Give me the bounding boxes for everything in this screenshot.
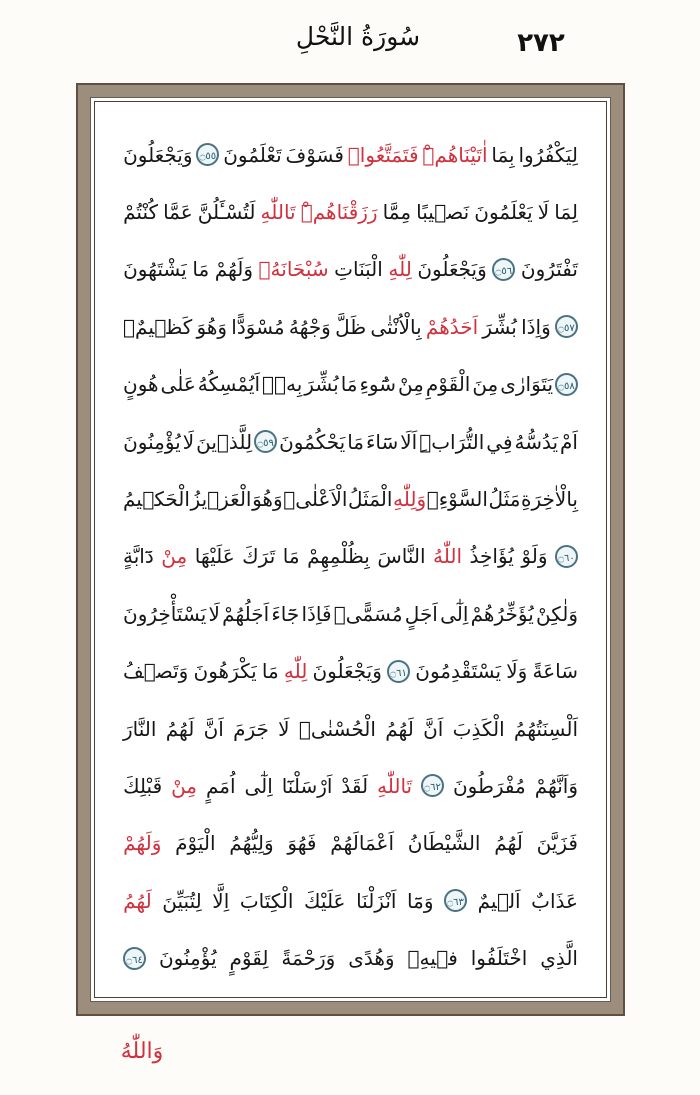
page-number: ٢٧٢ — [517, 28, 565, 58]
verse-word: دَٓابَّةٍ — [123, 544, 154, 569]
verse-word: لَا — [182, 429, 195, 454]
verse-line — [123, 929, 578, 986]
ayah-marker: ۝٥٦ — [492, 258, 515, 281]
verse-word: النَّارَ — [123, 716, 157, 741]
verse-word: اِلَّا — [212, 888, 230, 913]
verse-word: اَيُمْسِكُهُ — [197, 372, 261, 397]
verse-line — [123, 585, 578, 642]
verse-word: الْحُسْنٰىۜ — [298, 716, 376, 741]
verse-word: تَاللّٰهِ — [260, 200, 296, 225]
verse-word: هُونٍ — [123, 372, 159, 397]
verse-word: تَفْتَرُونَ — [520, 257, 578, 282]
verse-word: النَّاسَ — [377, 544, 426, 569]
verse-word: وَيَجْعَلُونَ — [417, 257, 487, 282]
verse-word: اَلَا — [400, 429, 418, 454]
verse-word: الشَّيْطَانُ — [407, 831, 481, 856]
verse-word: لَتُسْـَٔلُنَّ — [197, 200, 256, 225]
ayah-marker: ۝٦٤ — [123, 947, 146, 970]
verse-word: بِه۪ۜ — [262, 372, 303, 397]
verse-word: بِظُلْمِهِمْ — [307, 544, 370, 569]
verse-word: يَسْتَأْخِرُونَ — [123, 601, 207, 626]
verse-word: وَاِذَا — [521, 314, 551, 339]
verse-word: بُشِّرَ — [304, 372, 339, 397]
verse-word: مِنْ — [161, 544, 188, 569]
verse-word: يَتَوَارٰى — [500, 372, 554, 397]
verse-word: مَا — [282, 544, 300, 569]
verse-word: لِيَكْفُرُوا — [518, 142, 578, 167]
verse-word: جَٓاءَ — [271, 601, 300, 626]
verse-line — [123, 757, 578, 814]
verse-word: تَعْلَمُونَ — [223, 142, 282, 167]
verse-word: جَرَمَ — [233, 716, 269, 741]
verse-word: بُشِّرَ — [482, 314, 517, 339]
verse-word: مِمَّا — [382, 200, 412, 225]
verse-word: وَهُدًى — [348, 946, 395, 971]
verse-word: سُبْحَانَهُۙ — [258, 257, 329, 282]
verse-word: لَا — [278, 716, 290, 741]
verse-word: اَمْ — [560, 429, 578, 454]
verse-word: التُّرَابِۜ — [419, 429, 485, 454]
page-header — [0, 0, 700, 80]
verse-word: اٰتَيْنَاهُمْۜ — [422, 142, 488, 167]
verse-word: اُمَمٍ — [205, 773, 236, 798]
verse-word: عَمَّا — [163, 200, 193, 225]
ayah-marker: ۝٦٠ — [555, 545, 578, 568]
verse-word: ظَلَّ — [335, 314, 367, 339]
verse-word: مُسَمًّىۚ — [333, 601, 403, 626]
verse-word: الْمَثَلُ — [348, 487, 393, 512]
verse-word: يُؤَاخِذُ — [469, 544, 514, 569]
verse-word: بِالْاٰخِرَةِ — [521, 487, 578, 512]
verse-word: الْيَوْمَ — [175, 831, 216, 856]
verse-word: اَنْزَلْنَا — [356, 888, 397, 913]
verse-word: مَا — [192, 257, 210, 282]
verse-word: فَسَوْفَ — [285, 142, 344, 167]
verse-word: مَا — [261, 659, 279, 684]
ayah-marker: ۝٥٥ — [196, 143, 219, 166]
verse-word: اخْتَلَفُوا — [470, 946, 528, 971]
verse-word: كَظ۪يمٌۚ — [123, 314, 193, 339]
verse-line — [123, 815, 578, 872]
verse-word: الْحَك۪يمُ — [123, 487, 190, 512]
verse-word: اِلٰٓى — [440, 601, 469, 626]
verse-word: رَزَقْنَاهُمْۜ — [300, 200, 378, 225]
verse-word: وَلَوْ — [521, 544, 548, 569]
verse-word: لَهُمُ — [123, 888, 152, 913]
verse-word: مُفْرَطُونَ — [452, 773, 526, 798]
text-panel — [94, 101, 607, 998]
verse-line — [123, 700, 578, 757]
verse-line — [123, 126, 578, 183]
verse-line — [123, 528, 578, 585]
verse-word: مِنْ — [171, 773, 198, 798]
verse-word: وَلَهُمْ — [123, 831, 162, 856]
verse-word: مَا — [340, 372, 358, 397]
verse-word: اَنَّ — [423, 716, 444, 741]
verse-word: اِلٰٓى — [244, 773, 273, 798]
verse-word: سُٓوءِ — [359, 372, 396, 397]
verse-word: وَلَهُمْ — [214, 257, 253, 282]
verse-word: عَلٰى — [160, 372, 196, 397]
verse-word: وَرَحْمَةً — [281, 946, 336, 971]
verse-word: يُؤْمِنُونَ — [158, 946, 217, 971]
verse-word: فَاِذَا — [301, 601, 332, 626]
verse-line — [123, 470, 578, 527]
verse-word: لِتُبَيِّنَ — [162, 888, 202, 913]
verse-word: يُؤَخِّرُهُمْ — [470, 601, 534, 626]
verse-word: لَهُمُ — [494, 831, 523, 856]
verse-word: الْقَوْمِ — [425, 372, 471, 397]
verse-word: بِالْاُنْثٰى — [370, 314, 422, 339]
verse-word: وَلِلّٰهِ — [393, 487, 427, 512]
verse-word: وَيَجْعَلُونَ — [123, 142, 193, 167]
verse-line — [123, 183, 578, 240]
verse-word: لِمَا — [554, 200, 578, 225]
ayah-marker: ۝٥٧ — [555, 315, 578, 338]
ornamental-page-frame — [76, 83, 625, 1016]
ayah-marker: ۝٥٩ — [254, 430, 277, 453]
verse-line — [123, 413, 578, 470]
verse-word: اَل۪يمٌ — [477, 888, 521, 913]
verse-word: يَكْرَهُونَ — [193, 659, 257, 684]
verse-word: كُنْتُمْ — [123, 200, 158, 225]
verse-word: فَزَيَّنَ — [536, 831, 578, 856]
verse-word: اَحَدُهُمْ — [425, 314, 479, 339]
verse-word: وَلَا — [506, 659, 528, 684]
verse-line — [123, 872, 578, 929]
verse-word: مُسْوَدًّا — [231, 314, 285, 339]
verse-word: وَلٰكِنْ — [535, 601, 578, 626]
verse-word: فَهُوَ — [287, 831, 317, 856]
verse-word: اَرْسَلْنَٓا — [281, 773, 333, 798]
verse-block — [123, 126, 578, 979]
verse-word: اَجَلُهُمْ — [222, 601, 270, 626]
verse-word: لَا — [537, 200, 550, 225]
verse-line — [123, 241, 578, 298]
verse-word: لِلّٰهِ — [388, 257, 412, 282]
verse-word: وَيَجْعَلُونَ — [312, 659, 382, 684]
verse-word: الْاَعْلٰىۜ — [283, 487, 348, 512]
verse-word: وَهُوَ — [252, 487, 283, 512]
verse-word: سَٓاءَ — [366, 429, 399, 454]
verse-word: الْكَذِبَ — [452, 716, 505, 741]
verse-word: ف۪يهِۙ — [407, 946, 458, 971]
verse-line — [123, 356, 578, 413]
verse-word: لِقَوْمٍ — [229, 946, 269, 971]
verse-word: وَمَٓا — [407, 888, 434, 913]
verse-word: فَتَمَتَّعُواۜ — [347, 142, 419, 167]
verse-word: عَذَابٌ — [531, 888, 578, 913]
verse-word: بِمَا — [491, 142, 515, 167]
verse-word: تَاللّٰهِ — [377, 773, 413, 798]
verse-word: لَقَدْ — [341, 773, 369, 798]
verse-word: اَعْمَالَهُمْ — [330, 831, 395, 856]
catchword: وَاللّٰهُ — [120, 1039, 164, 1064]
verse-word: تَرَكَ — [242, 544, 276, 569]
verse-word: اَنَّ — [203, 716, 224, 741]
verse-word: مِنَ — [472, 372, 499, 397]
verse-word: يَعْلَمُونَ — [474, 200, 533, 225]
verse-word: وَتَص۪فُ — [123, 659, 189, 684]
verse-word: مَثَلُ — [488, 487, 521, 512]
ayah-marker: ۝٥٨ — [555, 373, 578, 396]
verse-word: يَسْتَقْدِمُونَ — [415, 659, 502, 684]
verse-word: وَهُوَ — [196, 314, 228, 339]
verse-word: فِي — [486, 429, 513, 454]
verse-word: اَلْسِنَتُهُمُ — [513, 716, 578, 741]
verse-word: يَدُسُّهُ — [514, 429, 559, 454]
verse-word: لِلَّذ۪ينَ — [196, 429, 253, 454]
verse-word: مَا — [347, 429, 365, 454]
verse-word: اللّٰهُ — [433, 544, 463, 569]
verse-word: قَبْلِكَ — [123, 773, 163, 798]
verse-word: لِلّٰهِ — [283, 659, 308, 684]
verse-word: الْكِتَابَ — [239, 888, 294, 913]
surah-title: سُورَةُ النَّحْلِ — [295, 22, 421, 51]
verse-word: عَلَيْهَا — [194, 544, 235, 569]
verse-word: يُؤْمِنُونَ — [123, 429, 181, 454]
verse-word: يَحْكُمُونَ — [279, 429, 346, 454]
verse-word: يَشْتَهُونَ — [123, 257, 187, 282]
verse-word: الَّذِي — [540, 946, 578, 971]
verse-line — [123, 643, 578, 700]
verse-word: لَهُمُ — [385, 716, 414, 741]
verse-line — [123, 298, 578, 355]
verse-word: مِنْ — [397, 372, 424, 397]
verse-word: نَص۪يبًا — [416, 200, 470, 225]
verse-word: الْبَنَاتِ — [334, 257, 383, 282]
ayah-marker: ۝٦١ — [387, 660, 410, 683]
verse-word: لَا — [208, 601, 220, 626]
verse-word: وَلِيُّهُمُ — [229, 831, 274, 856]
verse-word: وَجْهُهُ — [288, 314, 331, 339]
verse-word: السَّوْءِۚ — [426, 487, 488, 512]
ayah-marker: ۝٦٢ — [421, 774, 444, 797]
verse-word: سَاعَةً — [532, 659, 578, 684]
ayah-marker: ۝٦٣ — [444, 889, 467, 912]
verse-word: اَجَلٍ — [404, 601, 438, 626]
verse-word: وَاَنَّهُمْ — [534, 773, 578, 798]
verse-word: لَهُمُ — [165, 716, 195, 741]
verse-word: الْعَز۪يزُ — [190, 487, 252, 512]
verse-word: عَلَيْكَ — [304, 888, 346, 913]
